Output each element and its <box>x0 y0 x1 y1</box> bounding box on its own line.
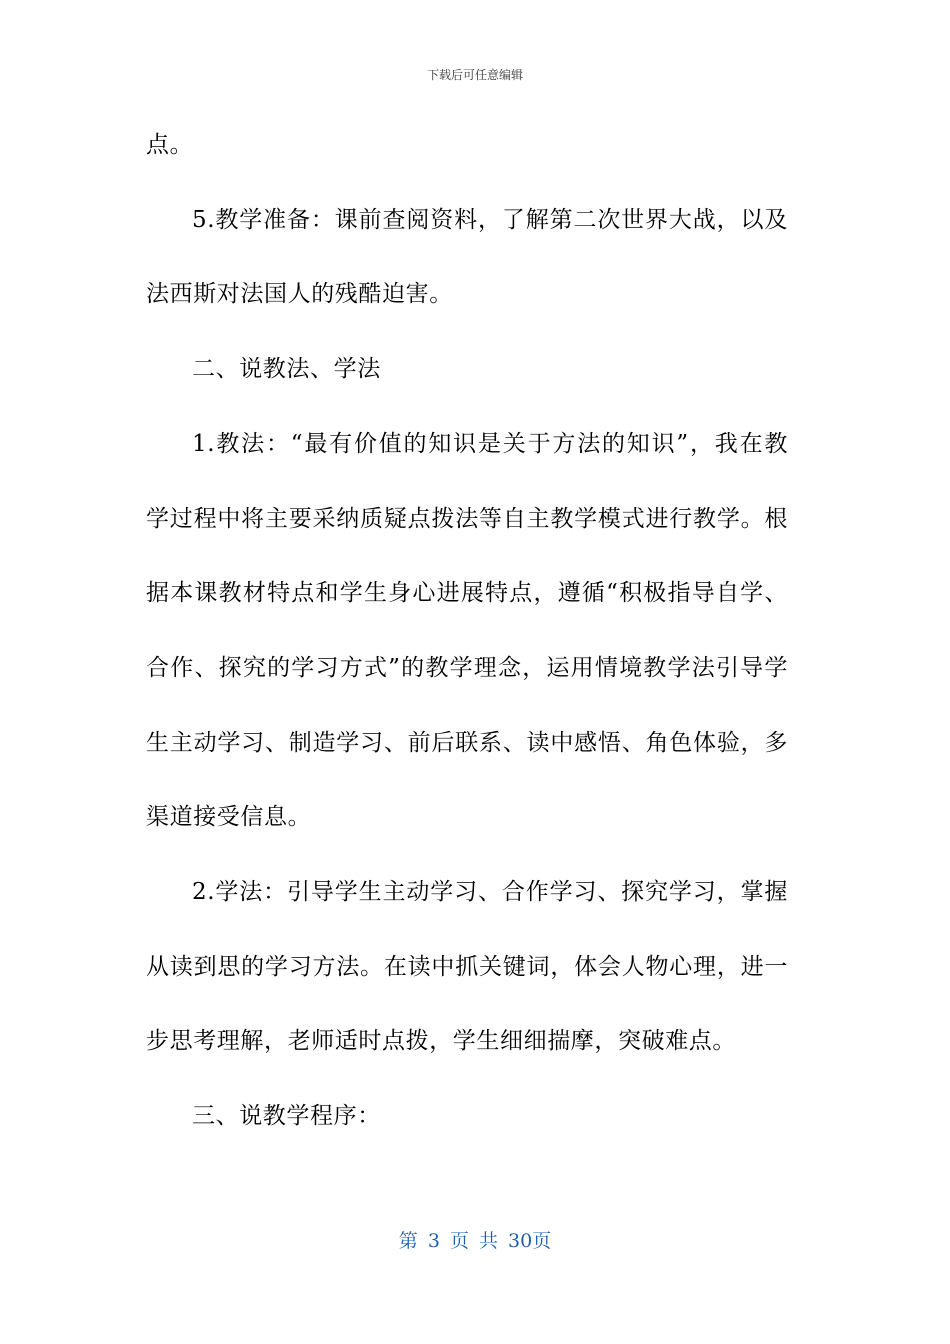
paragraph-line: 点。 <box>146 132 194 158</box>
section-heading: 三、说教学程序： <box>192 1103 381 1129</box>
paragraph-line: 2.学法：引导学生主动学习、合作学习、探究学习，掌握 <box>192 879 788 905</box>
paragraph-line: 法西斯对法国人的残酷迫害。 <box>146 281 453 307</box>
paragraph-line: 学过程中将主要采纳质疑点拨法等自主教学模式进行教学。根 <box>146 506 788 532</box>
paragraph-line: 从读到思的学习方法。在读中抓关键词，体会人物心理，进一 <box>146 954 788 980</box>
section-heading: 二、说教法、学法 <box>192 356 381 382</box>
page-header-note: 下载后可任意编辑 <box>426 68 523 82</box>
paragraph-line: 生主动学习、制造学习、前后联系、读中感悟、角色体验，多 <box>146 730 788 756</box>
paragraph-line: 5.教学准备：课前查阅资料，了解第二次世界大战，以及 <box>192 207 788 233</box>
paragraph-line: 步思考理解，老师适时点拨，学生细细揣摩，突破难点。 <box>146 1028 736 1054</box>
paragraph-line: 1.教法：“最有价值的知识是关于方法的知识”，我在教 <box>192 431 788 457</box>
page-number-footer: 第 3 页 共 30页 <box>398 1230 552 1252</box>
paragraph-line: 渠道接受信息。 <box>146 804 312 830</box>
paragraph-line: 合作、探究的学习方式”的教学理念，运用情境教学法引导学 <box>146 655 788 681</box>
paragraph-line: 据本课教材特点和学生身心进展特点，遵循“积极指导自学、 <box>146 580 788 606</box>
